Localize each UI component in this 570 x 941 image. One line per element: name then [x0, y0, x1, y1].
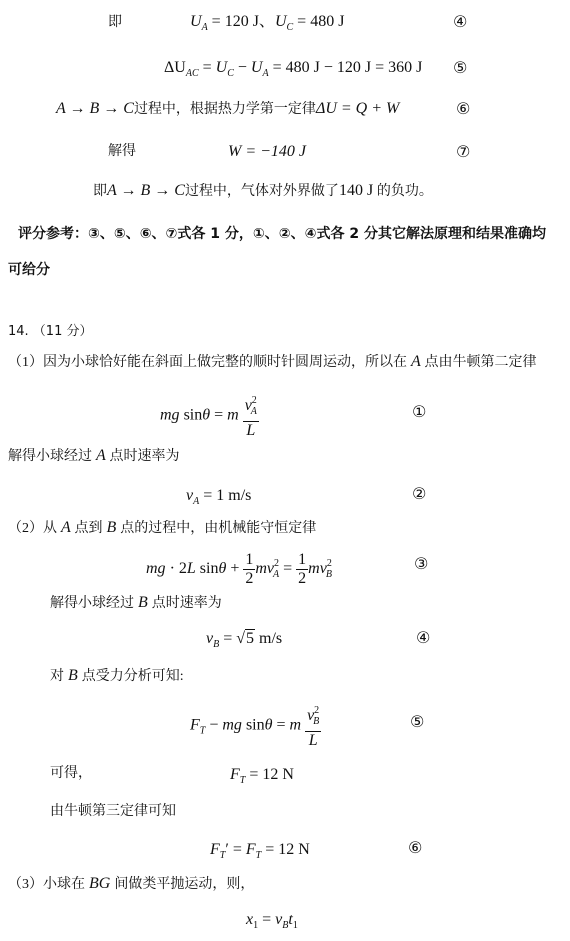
eq-2: $v_A = 1$ m/s — [186, 487, 252, 507]
grading-line-1: 评分参考：③、⑤、⑥、⑦式各 1 分，①、②、④式各 2 分其它解法原理和结果准确均 — [18, 226, 546, 242]
marker-3: ③ — [414, 554, 429, 573]
prefix-ji: 即 — [108, 15, 122, 30]
question-14-header: 14. （11 分） — [8, 324, 93, 339]
equation-line-4 — [108, 12, 122, 33]
marker-4: ④ — [453, 12, 468, 31]
grading-line-2: 可给分 — [8, 262, 50, 278]
eq-w: W = −140 J — [228, 143, 307, 160]
eq-6: $F_T' = F_T = 12$ N — [210, 841, 310, 861]
part-2-intro: （2）从 A 点到 B 点的过程中，由机械能守恒定律 — [8, 519, 317, 536]
eq-4: $v_B = √5$ m/s — [206, 630, 283, 650]
part-3-intro: （3）小球在 BG 间做类平抛运动，则， — [8, 875, 255, 892]
marker-2: ② — [412, 484, 427, 503]
marker-7: ⑦ — [456, 142, 471, 161]
marker-6: ⑥ — [456, 99, 471, 118]
marker-6b: ⑥ — [408, 838, 423, 857]
marker-5: ⑤ — [453, 58, 468, 77]
part-1-result-text: 解得小球经过 A 点时速率为 — [8, 447, 180, 464]
negative-work-line: 即A → B → C过程中，气体对外界做了140 J 的负功。 — [93, 182, 433, 199]
marker-1: ① — [412, 402, 427, 421]
newton-third-law-text: 由牛顿第三定律可知 — [50, 804, 176, 819]
first-law-line: A → B → C过程中，根据热力学第一定律ΔU = Q + W — [56, 100, 400, 117]
eq-ua-uc: $U_A = 120$ J、$U_C = 480$ J — [190, 13, 345, 33]
fraction-va2-over-l: $\frac{v^2_A}{L}$ — [243, 392, 259, 440]
eq-3: mg · 2L sinθ + $\frac{1}{2}$ $mv^2_A$ = $\frac{1}{2}$ $mv^2_B$ — [146, 550, 332, 587]
eq-x1: $x_1 = v_Bt_1$ — [246, 911, 298, 931]
prefix-jiede: 解得 — [108, 144, 136, 159]
eq-5: $F_T$ − mg sinθ = m $\frac{v^2_B}{L}$ — [190, 702, 321, 746]
part-1-intro: （1）因为小球恰好能在斜面上做完整的顺时针圆周运动，所以在 A 点由牛顿第二定律 — [8, 353, 537, 370]
eq-1: mg sinθ = m $\frac{v^2_A}{L}$ — [160, 392, 259, 436]
marker-5b: ⑤ — [410, 712, 425, 731]
force-analysis-text: 对 B 点受力分析可知: — [50, 667, 184, 684]
eq-ft: $F_T = 12$ N — [230, 766, 294, 786]
ke-de-text: 可得， — [50, 766, 92, 781]
eq-delta-u: $\Delta U_{AC} = U_C - U_A = 480$ J − 120 J = 360 J — [164, 59, 423, 79]
marker-4b: ④ — [416, 628, 431, 647]
part-2-result-text: 解得小球经过 B 点时速率为 — [50, 594, 222, 611]
